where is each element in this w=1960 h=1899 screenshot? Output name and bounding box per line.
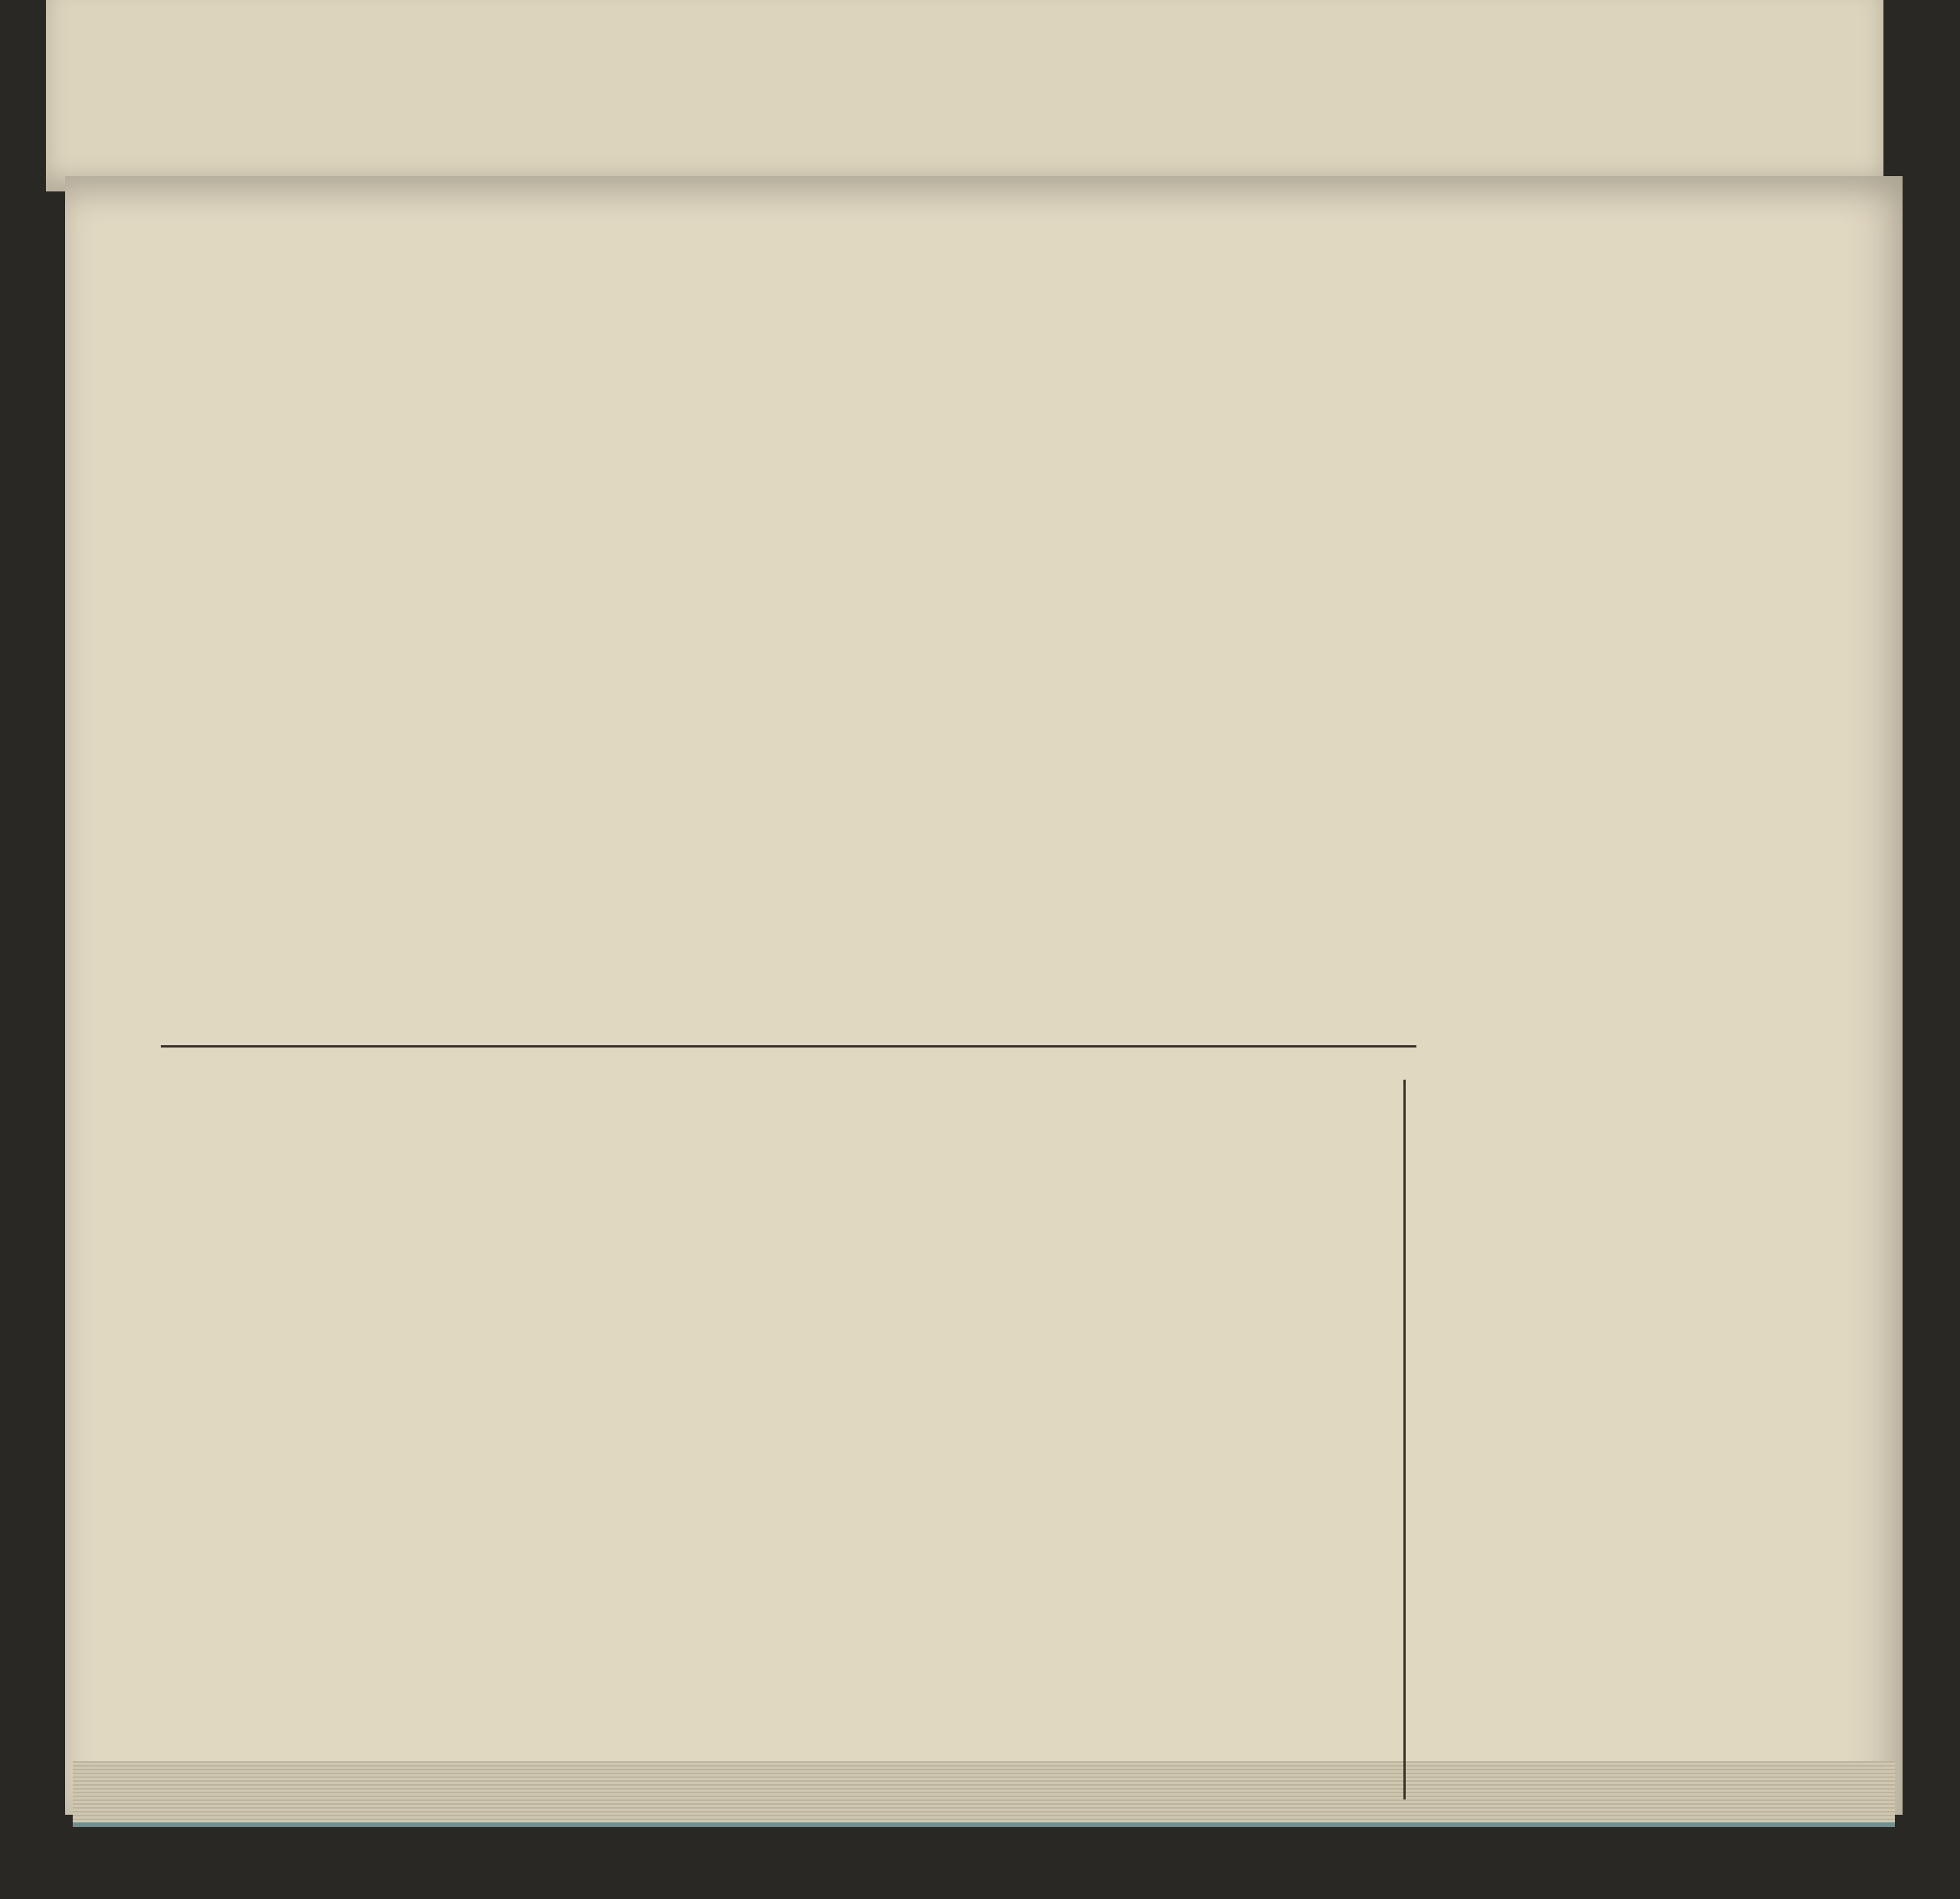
column-divider	[161, 1045, 1416, 1048]
section-rule	[1403, 1080, 1406, 1799]
page-content	[130, 291, 1416, 1807]
right-column	[1393, 1080, 1416, 1799]
